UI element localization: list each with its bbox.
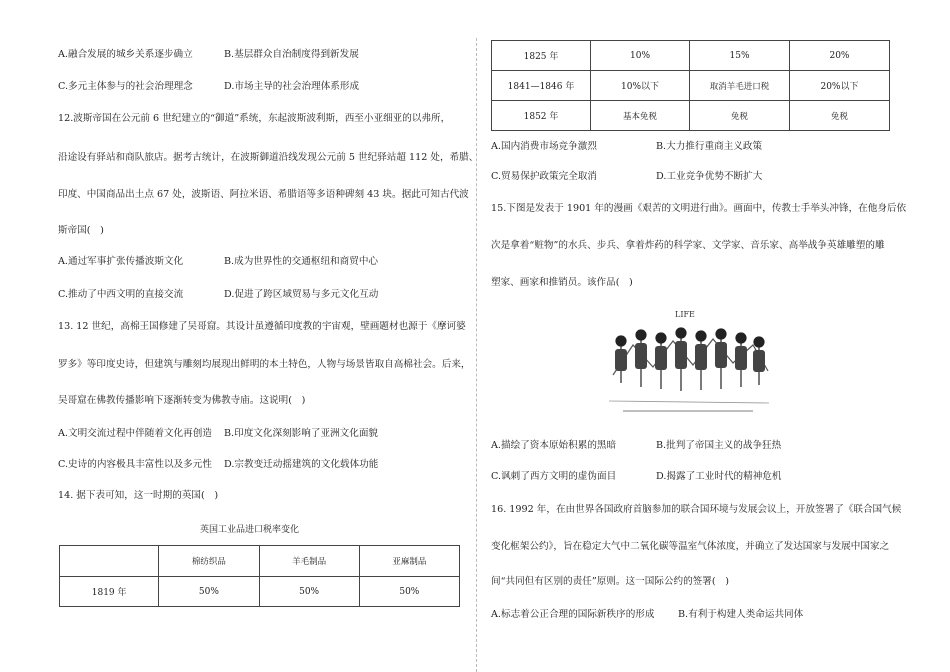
figure-bodies: [615, 341, 765, 372]
table-cell: 取消羊毛进口税: [690, 71, 790, 101]
q13-option-b[interactable]: B.印度文化深刻影响了亚洲文化面貌: [224, 428, 379, 439]
q12-stem-line: 12.波斯帝国在公元前 6 世纪建立的“御道”系统，东起波斯波利斯，西至小亚细亚的以弗所，: [58, 113, 451, 124]
q15-option-d[interactable]: D.揭露了工业时代的精神危机: [656, 471, 782, 482]
q14-stem: 14. 据下表可知，这一时期的英国( ): [58, 490, 219, 501]
table-header-cell: [60, 546, 159, 577]
table-cell: 20%: [790, 41, 890, 71]
q14-option-b[interactable]: B.大力推行重商主义政策: [656, 141, 763, 152]
table-cell: 基本免税: [591, 101, 690, 131]
q12-option-b[interactable]: B.成为世界性的交通枢纽和商贸中心: [224, 256, 379, 267]
q12-option-a[interactable]: A.通过军事扩张传播波斯文化: [58, 256, 184, 267]
tariff-table-part1: [59, 545, 460, 607]
q12-option-c[interactable]: C.推动了中西文明的直接交流: [58, 289, 184, 300]
q13-stem-line: 13. 12 世纪，高棉王国修建了吴哥窟。其设计虽遵循印度教的宇宙观，壁画题材也源于《摩诃婆: [58, 321, 466, 332]
q11-option-a[interactable]: A.融合发展的城乡关系逐步确立: [58, 49, 193, 60]
cartoon-image: [603, 305, 773, 417]
q16-stem-line: 变化框架公约》，旨在稳定大气中二氧化碳等温室气体浓度，并确立了发达国家与发展中国家之: [491, 541, 890, 552]
q12-stem-line: 印度、中国商品出土点 67 处，波斯语、阿拉米语、希腊语等多语种碑刻 43 块。据此可知古代波: [58, 189, 469, 200]
table-cell: 50%: [259, 577, 359, 607]
tariff-table-part2: [491, 40, 890, 131]
table-cell: 50%: [159, 577, 259, 607]
q15-stem-line: 塑家、画家和推销员。该作品( ): [491, 277, 633, 288]
table-header-cell: 亚麻制品: [359, 546, 459, 577]
table-row: [492, 101, 890, 131]
q15-option-a[interactable]: A.描绘了资本原始积累的黑暗: [491, 440, 617, 451]
q14-option-a[interactable]: A.国内消费市场竞争激烈: [491, 141, 597, 152]
q15-stem-line: 15.下图是发表于 1901 年的漫画《艰苦的文明进行曲》。画面中，传教士手举头冲锋，在他身后依: [491, 203, 907, 214]
q15-option-b[interactable]: B.批判了帝国主义的战争狂热: [656, 440, 782, 451]
q11-option-c[interactable]: C.多元主体参与的社会治理理念: [58, 81, 193, 92]
table-cell: 免税: [790, 101, 890, 131]
table-cell: 1825 年: [492, 41, 591, 71]
q11-option-d[interactable]: D.市场主导的社会治理体系形成: [224, 81, 360, 92]
table-cell: 20%以下: [790, 71, 890, 101]
q12-option-d[interactable]: D.促进了跨区域贸易与多元文化互动: [224, 289, 379, 300]
table-cell: 10%以下: [591, 71, 690, 101]
q15-option-c[interactable]: C.讽刺了西方文明的虚伪面目: [491, 471, 617, 482]
q14-option-c[interactable]: C.贸易保护政策完全取消: [491, 171, 597, 182]
q12-stem-line: 斯帝国( ): [58, 225, 104, 236]
q15-stem-line: 次是拿着“赃物”的水兵、步兵、拿着炸药的科学家、文学家、音乐家、高举战争英雄雕塑的雕: [491, 240, 885, 251]
table-row: [60, 577, 460, 607]
q16-stem-line: 间“共同但有区别的责任”原则。这一国际公约的签署( ): [491, 576, 729, 587]
q13-stem-line: 吴哥窟在佛教传播影响下逐渐转变为佛教寺庙。这说明( ): [58, 395, 306, 406]
table-row: [492, 71, 890, 101]
q12-stem-line: 沿途设有驿站和商队旅店。据考古统计，在波斯御道沿线发现公元前 5 世纪驿站超 112 处，希腊、: [58, 152, 479, 163]
table-header-cell: 棉纺织品: [159, 546, 259, 577]
q14-table-title: 英国工业品进口税率变化: [200, 525, 300, 535]
table-cell: 1852 年: [492, 101, 591, 131]
q11-option-b[interactable]: B.基层群众自治制度得到新发展: [224, 49, 359, 60]
q13-option-c[interactable]: C.史诗的内容极具丰富性以及多元性: [58, 459, 212, 470]
table-cell: 10%: [591, 41, 690, 71]
table-row: [492, 41, 890, 71]
q13-option-d[interactable]: D.宗教变迁动摇建筑的文化载体功能: [224, 459, 379, 470]
q16-stem-line: 16. 1992 年，在由世界各国政府首脑参加的联合国环境与发展会议上，开放签署了《联合国气候: [491, 504, 902, 515]
column-divider: [476, 38, 477, 672]
table-header-cell: 羊毛制品: [259, 546, 359, 577]
table-header-row: [60, 546, 460, 577]
table-cell: 50%: [359, 577, 459, 607]
cartoon-life-label: LIFE: [675, 310, 695, 319]
table-cell: 1841—1846 年: [492, 71, 591, 101]
table-cell: 15%: [690, 41, 790, 71]
q13-stem-line: 罗多》等印度史诗，但建筑与雕刻均展现出鲜明的本土特色，人物与场景皆取自高棉社会。后来，: [58, 359, 471, 370]
q16-option-a[interactable]: A.标志着公正合理的国际新秩序的形成: [491, 609, 655, 620]
q16-option-b[interactable]: B.有利于构建人类命运共同体: [678, 609, 804, 620]
q14-option-d[interactable]: D.工业竞争优势不断扩大: [656, 171, 763, 182]
q13-option-a[interactable]: A.文明交流过程中伴随着文化再创造: [58, 428, 212, 439]
table-cell: 免税: [690, 101, 790, 131]
table-cell: 1819 年: [60, 577, 159, 607]
